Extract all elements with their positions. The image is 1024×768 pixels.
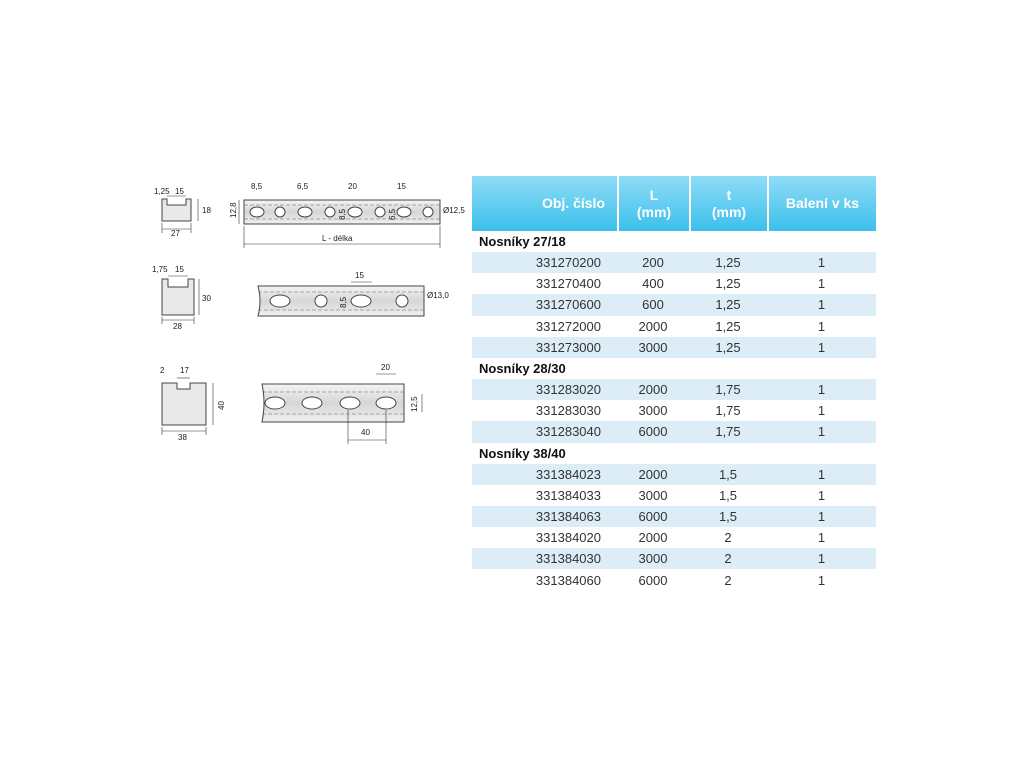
table-row (472, 273, 876, 294)
cell-thickness: 1,75 (715, 424, 741, 440)
header-thickness-unit: (mm) (711, 203, 747, 220)
table-row (472, 527, 876, 548)
cell-thickness: 1,5 (718, 508, 738, 524)
cell-baleni: 1 (817, 318, 826, 334)
dim-diameter: Ø13,0 (427, 291, 449, 300)
cell-baleni: 1 (817, 255, 826, 271)
cell-length: 6000 (638, 572, 668, 588)
cell-obj: 331384060 (535, 572, 601, 588)
dim-slot: 15 (175, 187, 184, 196)
table-row (472, 548, 876, 569)
header-thickness (689, 176, 767, 231)
cell-length: 2000 (638, 530, 668, 546)
cell-length: 400 (642, 276, 664, 292)
profile-28-30-section (152, 265, 211, 331)
table-row (472, 464, 876, 485)
cell-thickness: 2 (724, 572, 732, 588)
group-title: Nosníky 27/18 (479, 234, 566, 249)
cell-length: 200 (642, 255, 664, 271)
cell-length: 3000 (638, 551, 668, 567)
cell-obj: 331283030 (535, 403, 601, 419)
table-row (472, 337, 876, 358)
dim-6-5-vertical: 6,5 (388, 208, 397, 220)
cell-baleni: 1 (817, 466, 826, 482)
cell-thickness: 1,5 (718, 487, 738, 503)
product-table (472, 176, 876, 591)
header-thickness-t: t (726, 186, 732, 203)
dim-slot: 15 (175, 265, 184, 274)
group-title: Nosníky 38/40 (479, 445, 566, 461)
table-header (472, 176, 876, 231)
cell-obj: 331272000 (535, 318, 601, 334)
cell-length: 2000 (638, 382, 668, 398)
cell-obj: 331273000 (535, 339, 601, 355)
cell-obj: 331384063 (535, 508, 601, 524)
dim-15: 15 (355, 271, 364, 280)
cell-length: 6000 (638, 424, 668, 440)
header-obj: Obj. číslo (541, 195, 605, 211)
dim-height: 30 (202, 294, 211, 303)
cell-thickness: 2 (724, 551, 732, 567)
cell-thickness: 2 (724, 530, 732, 546)
cell-obj: 331384030 (535, 551, 601, 567)
dim-6-5: 6,5 (297, 182, 309, 191)
cell-baleni: 1 (817, 276, 826, 292)
cell-baleni: 1 (817, 424, 826, 440)
profile-27-18-strip (229, 182, 465, 248)
cell-thickness: 1,25 (715, 297, 741, 313)
cell-length: 3000 (638, 487, 668, 503)
dim-8-5: 8,5 (339, 296, 348, 308)
dim-15: 15 (397, 182, 406, 191)
cell-length: 2000 (638, 466, 668, 482)
dim-width: 28 (173, 322, 182, 331)
cell-baleni: 1 (817, 487, 826, 503)
cell-obj: 331270400 (535, 276, 601, 292)
table-row (472, 252, 876, 273)
header-length-unit: (mm) (636, 203, 672, 220)
cell-obj: 331384023 (535, 466, 601, 482)
header-length (617, 176, 689, 231)
dim-thickness: 1,75 (152, 265, 168, 274)
dim-8-5: 8,5 (251, 182, 263, 191)
dim-12-5: 12,5 (410, 396, 419, 412)
dim-width: 38 (178, 433, 187, 442)
header-length-l: L (649, 186, 659, 203)
cell-thickness: 1,25 (715, 276, 741, 292)
dim-12-8: 12,8 (229, 202, 238, 218)
dim-height: 18 (202, 206, 211, 215)
cell-obj: 331384033 (535, 487, 601, 503)
cell-baleni: 1 (817, 551, 826, 567)
cell-length: 2000 (638, 318, 668, 334)
cell-thickness: 1,25 (715, 339, 741, 355)
cell-length: 3000 (638, 339, 668, 355)
cell-obj: 331283020 (535, 382, 601, 398)
cell-thickness: 1,5 (718, 466, 738, 482)
table-row (472, 569, 876, 590)
cell-baleni: 1 (817, 508, 826, 524)
dim-40: 40 (361, 428, 370, 437)
cell-baleni: 1 (817, 403, 826, 419)
dim-height: 40 (217, 401, 226, 410)
profile-28-30-strip (258, 271, 449, 316)
dim-20: 20 (381, 363, 390, 372)
dim-thickness: 1,25 (154, 187, 170, 196)
table-row (472, 294, 876, 315)
cell-obj: 331270600 (535, 297, 601, 313)
cell-obj: 331283040 (535, 424, 601, 440)
table-body (472, 231, 876, 591)
cell-obj: 331270200 (535, 255, 601, 271)
cell-length: 3000 (638, 403, 668, 419)
table-row (472, 400, 876, 421)
dim-width: 27 (171, 229, 180, 238)
group-title: Nosníky 28/30 (479, 360, 566, 376)
table-row (472, 316, 876, 337)
cell-length: 6000 (638, 508, 668, 524)
cell-length: 600 (642, 297, 664, 313)
cell-thickness: 1,25 (715, 318, 741, 334)
cell-baleni: 1 (817, 297, 826, 313)
cell-obj: 331384020 (535, 530, 601, 546)
cell-thickness: 1,25 (715, 255, 741, 271)
cell-thickness: 1,75 (715, 403, 741, 419)
table-row (472, 485, 876, 506)
dim-diameter: Ø12,5 (443, 206, 465, 215)
dim-length: L - délka (322, 234, 353, 243)
dim-slot: 17 (180, 366, 189, 375)
cell-thickness: 1,75 (715, 382, 741, 398)
profile-38-40-section (160, 366, 226, 442)
cell-baleni: 1 (817, 382, 826, 398)
header-baleni: Balení v ks (767, 176, 876, 231)
table-row (472, 506, 876, 527)
dim-thickness: 2 (160, 366, 165, 375)
cell-baleni: 1 (817, 572, 826, 588)
table-row (472, 379, 876, 400)
profile-38-40-strip (262, 363, 422, 444)
dim-8-5-vertical: 8,5 (338, 208, 347, 220)
profile-27-18-section (154, 187, 211, 238)
cell-baleni: 1 (817, 339, 826, 355)
table-row (472, 421, 876, 442)
dim-20: 20 (348, 182, 357, 191)
cell-baleni: 1 (817, 530, 826, 546)
